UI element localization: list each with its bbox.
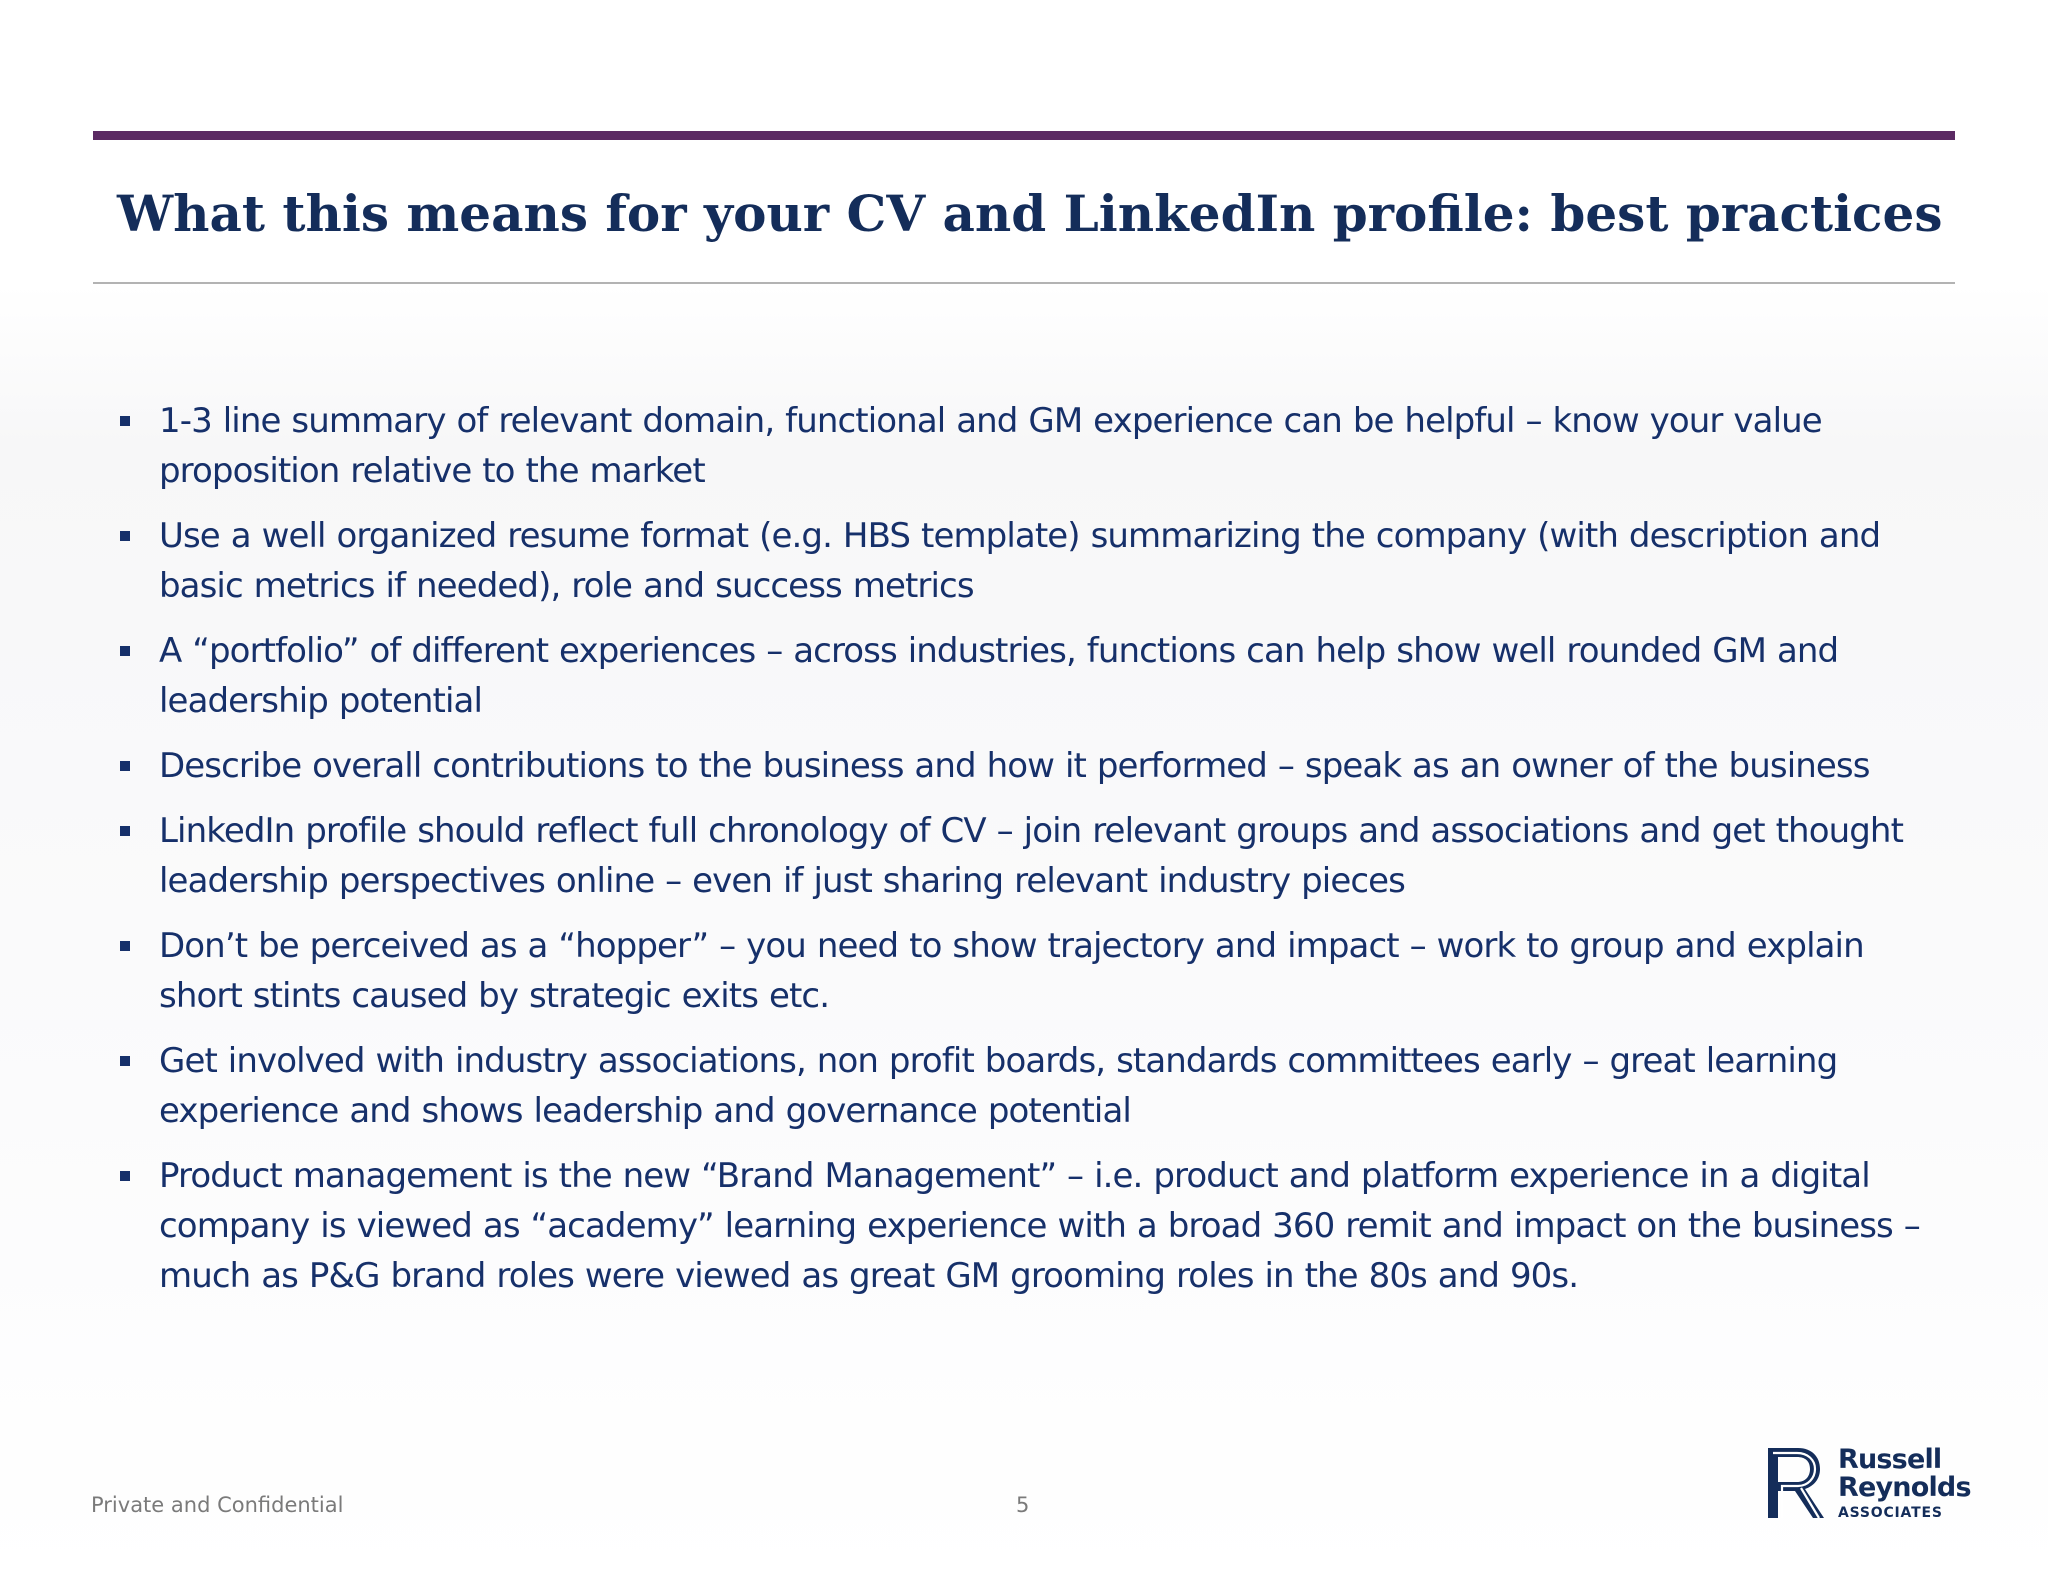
confidentiality-notice: Private and Confidential	[91, 1493, 344, 1517]
bullet-item	[116, 806, 1951, 906]
bullet-item	[116, 396, 1951, 496]
bullet-list	[116, 396, 1951, 1316]
slide-title: What this means for your CV and LinkedIn profile: best practices	[117, 184, 1943, 243]
square-bullet-icon	[120, 416, 130, 426]
bullet-text: LinkedIn profile should reflect full chronology of CV – join relevant groups and associations and get thought leadership perspectives online – even if just sharing relevant industry pieces	[159, 811, 1904, 901]
title-divider	[93, 282, 1955, 284]
company-logo	[1766, 1443, 1971, 1523]
bullet-text: Use a well organized resume format (e.g. HBS template) summarizing the company (with description and basic metrics if needed), role and success metrics	[159, 516, 1881, 606]
bullet-text: Get involved with industry associations, non profit boards, standards committees early – great learning experience and shows leadership and governance potential	[159, 1041, 1838, 1131]
bullet-text: 1-3 line summary of relevant domain, functional and GM experience can be helpful – know your value proposition relative to the market	[159, 401, 1822, 491]
logo-text-reynolds: Reynolds	[1838, 1472, 1971, 1503]
square-bullet-icon	[120, 1056, 130, 1066]
bullet-item	[116, 741, 1951, 791]
top-accent-rule	[93, 131, 1955, 140]
square-bullet-icon	[120, 761, 130, 771]
bullet-item	[116, 1151, 1951, 1301]
bullet-item	[116, 511, 1951, 611]
square-bullet-icon	[120, 941, 130, 951]
bullet-item	[116, 626, 1951, 726]
square-bullet-icon	[120, 646, 130, 656]
bullet-text: Product management is the new “Brand Management” – i.e. product and platform experience in a digital company is viewed as “academy” learning experience with a broad 360 remit and impact on the business – much as P&G brand roles were viewed as great GM grooming roles in the 80s and 90s.	[159, 1156, 1920, 1296]
logo-text-associates: ASSOCIATES	[1838, 1505, 1943, 1521]
bullet-item	[116, 921, 1951, 1021]
square-bullet-icon	[120, 1171, 130, 1181]
bullet-item	[116, 1036, 1951, 1136]
square-bullet-icon	[120, 826, 130, 836]
russell-reynolds-r-logo-icon	[1766, 1446, 1826, 1520]
bullet-text: A “portfolio” of different experiences – across industries, functions can help show well rounded GM and leadership potential	[159, 631, 1839, 721]
bullet-text: Don’t be perceived as a “hopper” – you need to show trajectory and impact – work to group and explain short stints caused by strategic exits etc.	[159, 926, 1864, 1016]
logo-text-russell: Russell	[1838, 1444, 1942, 1475]
bullet-text: Describe overall contributions to the business and how it performed – speak as an owner of the business	[159, 746, 1870, 786]
page-number: 5	[1016, 1493, 1030, 1517]
square-bullet-icon	[120, 531, 130, 541]
